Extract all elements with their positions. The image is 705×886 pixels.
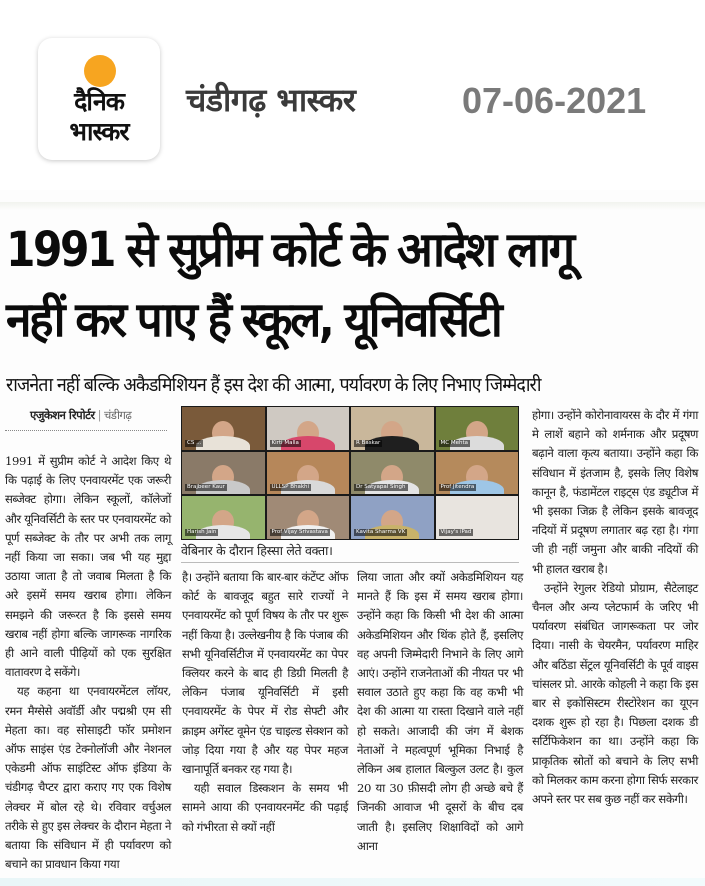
photo-caption: वेबिनार के दौरान हिस्सा लेते वक्ता। xyxy=(181,543,333,558)
participant-tile xyxy=(351,496,434,539)
participant-tile xyxy=(436,452,519,495)
participant-name-label: R Baskar xyxy=(356,439,381,446)
participant-name-label: Kirti Malla xyxy=(271,439,299,446)
edition-date: 07-06-2021 xyxy=(462,80,647,121)
headline-line-1: 1991 से सुप्रीम कोर्ट के आदेश लागू xyxy=(6,222,573,278)
participant-tile xyxy=(267,407,350,450)
participant-tile xyxy=(182,452,265,495)
byline-reporter: एजुकेशन रिपोर्टर xyxy=(30,408,95,422)
byline-city: चंडीगढ़ xyxy=(104,408,132,422)
edition-title: चंडीगढ़ भास्कर xyxy=(186,81,356,119)
logo-text-line1: दैनिक xyxy=(74,87,124,116)
byline-divider xyxy=(5,430,167,431)
paragraph: 1991 में सुप्रीम कोर्ट ने आदेश किए थे कि पढ़ाई के लिए एनवायरमेंट एक जरूरी सब्जेक्ट होगा। लेकिन स्कूलों, कॉलेजों और यूनिवर्सिटी के स्तर पर एनवायरमेंट को पूर्ण सब्जेक्ट के तौर पर अभी तक लागू नहीं किया जा सका। जब भी यह मुद्दा उठाया जाता है तो जवाब मिलता है कि अरे इसमें समय खराब होगा। लेकिन समझने की जरूरत है कि इससे समय खराब नहीं होगा बल्कि जागरूक नागरिक ही आने वाली पीढ़ियों को एक सुरक्षित वातावरण दे सकेंगे। xyxy=(5,454,171,680)
participant-tile xyxy=(182,407,265,450)
headline-line-2: नहीं कर पाए हैं स्कूल, यूनिवर्सिटी xyxy=(6,292,501,348)
participant-tile xyxy=(436,496,519,539)
byline xyxy=(30,408,170,423)
byline-separator: | xyxy=(97,408,101,422)
participant-name-label: Kavita Sharma VK xyxy=(356,529,406,535)
participant-name-label: MC Mehta xyxy=(440,439,468,446)
participant-tile xyxy=(351,407,434,450)
participant-body xyxy=(196,436,250,450)
paragraph: उन्होंने रेगुलर रेडियो प्रोग्राम, सैटेलाइट चैनल और अन्य प्लेटफार्म के जरिए भी पर्यावरण संबंधित जागरूकता पर जोर दिया। नासी के चेयरमैन, पर्यावरण माहिर और बठिंडा सेंट्रल यूनिवर्सिटी के पूर्व वाइस चांसलर प्रो. आरके कोहली ने कहा कि इस बार से इकोसिस्टम रीस्टोरेशन का यूएन दशक शुरू हो रहा है। पिछला दशक डी सर्टिफिकेशन का था। उन्होंने कहा कि प्राकृतिक स्रोतों को बचाने के लिए सभी को मिलकर काम करना होगा सिर्फ सरकार अपने स्तर पर सब कुछ नहीं कर सकेगी। xyxy=(532,580,698,807)
participant-name-label: Dr Satyapal Singh xyxy=(356,484,406,491)
caption-divider xyxy=(181,562,519,563)
article-column-3 xyxy=(357,568,523,856)
participant-tile xyxy=(351,452,434,495)
paragraph: है। उन्होंने बताया कि बार-बार कंटेंप्ट ऑफ कोर्ट के बावजूद बहुत सारे राज्यों ने एनवायरमेंट को पूर्ण विषय के तौर पर शुरू नहीं किया है। उल्लेखनीय है कि पंजाब की सभी यूनिवर्सिटीज में एनवायरमेंट का पेपर क्लियर करने के बाद ही डिग्री मिलती है लेकिन पंजाब यूनिवर्सिटी में इसी एनवायरमेंट के पेपर में रोड सेफ्टी और क्राइम अगेंस्ट वूमेन एंड चाइल्ड सेक्शन को जोड़ दिया गया है और यह पेपर महज खानापूर्ति बनकर रह गया है। xyxy=(182,570,348,777)
participant-name-label: CS ... xyxy=(187,439,202,446)
participant-tile xyxy=(267,496,350,539)
participant-tile xyxy=(182,496,265,539)
participant-tile xyxy=(436,407,519,450)
bottom-band xyxy=(0,878,705,886)
clipping-edge xyxy=(0,202,705,210)
participant-name-label: Brajbeer Kaur xyxy=(187,484,225,491)
newspaper-clipping xyxy=(0,190,705,886)
participant-name-label: ULLSP Bhakhi xyxy=(271,484,310,491)
paragraph: यही सवाल डिस्कशन के समय भी सामने आया की एनवायरनमेंट की पढ़ाई को गंभीरता से क्यों नहीं xyxy=(182,781,348,834)
participant-tile xyxy=(267,452,350,495)
article-column-4 xyxy=(532,406,698,809)
logo-text-line2: भास्कर xyxy=(69,117,129,146)
participant-name-label: Prof Jitendra xyxy=(440,484,475,491)
webinar-photo xyxy=(181,406,519,540)
article-column-1 xyxy=(5,452,171,874)
paragraph: लिया जाता और क्यों अकेडमिशियन यह मानते हैं कि इस में समय खराब होगा। उन्होंने कहा कि किसी भी देश की आत्मा अकेडमिशियन और थिंक होते हैं, इसलिए वह अपनी जिम्मेदारी निभाने के लिए आगे आएं। उन्होंने राजनेताओं की नीयत पर भी सवाल उठाते हुए कहा कि वह कभी भी देश की आत्मा या रास्ता दिखाने वाले नहीं हो सकते। आजादी की जंग में बेशक नेताओं ने महत्वपूर्ण भूमिका निभाई है लेकिन अब हालात बिल्कुल उलट है। कुल 20 या 30 फ़ीसदी लोग ही अच्छे बचे हैं जिनकी आवाज भी दूसरों के बीच दब जाती है। इसलिए शिक्षाविदों को आगे आना xyxy=(357,570,523,853)
participant-name-label: Harish Jain xyxy=(187,529,217,535)
participant-name-label: Prof Vijay Srivastava xyxy=(271,529,328,535)
epaper-header xyxy=(0,0,705,190)
article-column-2 xyxy=(182,568,348,837)
paragraph: होगा। उन्होंने कोरोनावायरस के दौर में गंगा मे लाशें बहाने को शर्मनाक और प्रदूषण बढ़ाने वाला कृत्य बताया। उन्होंने कहा कि संविधान में इंतजाम है, इसके लिए विशेष कानून है, फंडामेंटल राइट्स एंड ड्यूटीज में भी इसका जिक्र है लेकिन इसके बावजूद नदियों में प्रदूषण लगातार बढ़ रहा है। गंगा जी ही नहीं जमुना और बाकी नदियों की भी हालत खराब है। xyxy=(532,408,698,576)
sun-icon xyxy=(84,55,116,87)
subheadline: राजनेता नहीं बल्कि अकैडमिशियन हैं इस देश की आत्मा, पर्यावरण के लिए निभाए जिम्मेदारी xyxy=(6,374,541,396)
dainik-bhaskar-logo[interactable] xyxy=(38,38,160,160)
participant-name-label: Vijay's iPad xyxy=(440,529,472,535)
paragraph: यह कहना था एनवायरमेंटल लॉयर, रमन मैग्सेसे अवॉर्डी और पद्मश्री एम सी मेहता का। वह सोसाइटी फॉर प्रमोशन ऑफ साइंस एंड टेक्नोलॉजी और नेशनल एकेडमी ऑफ साइंटिस्ट ऑफ इंडिया के चंडीगढ़ चैप्टर द्वारा कराए गए एक विशेष लेक्चर में बोल रहे थे। रविवार वर्चुअल तरीके से हुए इस लेक्चर के दौरान मेहता ने बताया कि संविधान में ही पर्यावरण को बचाने का प्रावधान किया गया xyxy=(5,684,171,872)
